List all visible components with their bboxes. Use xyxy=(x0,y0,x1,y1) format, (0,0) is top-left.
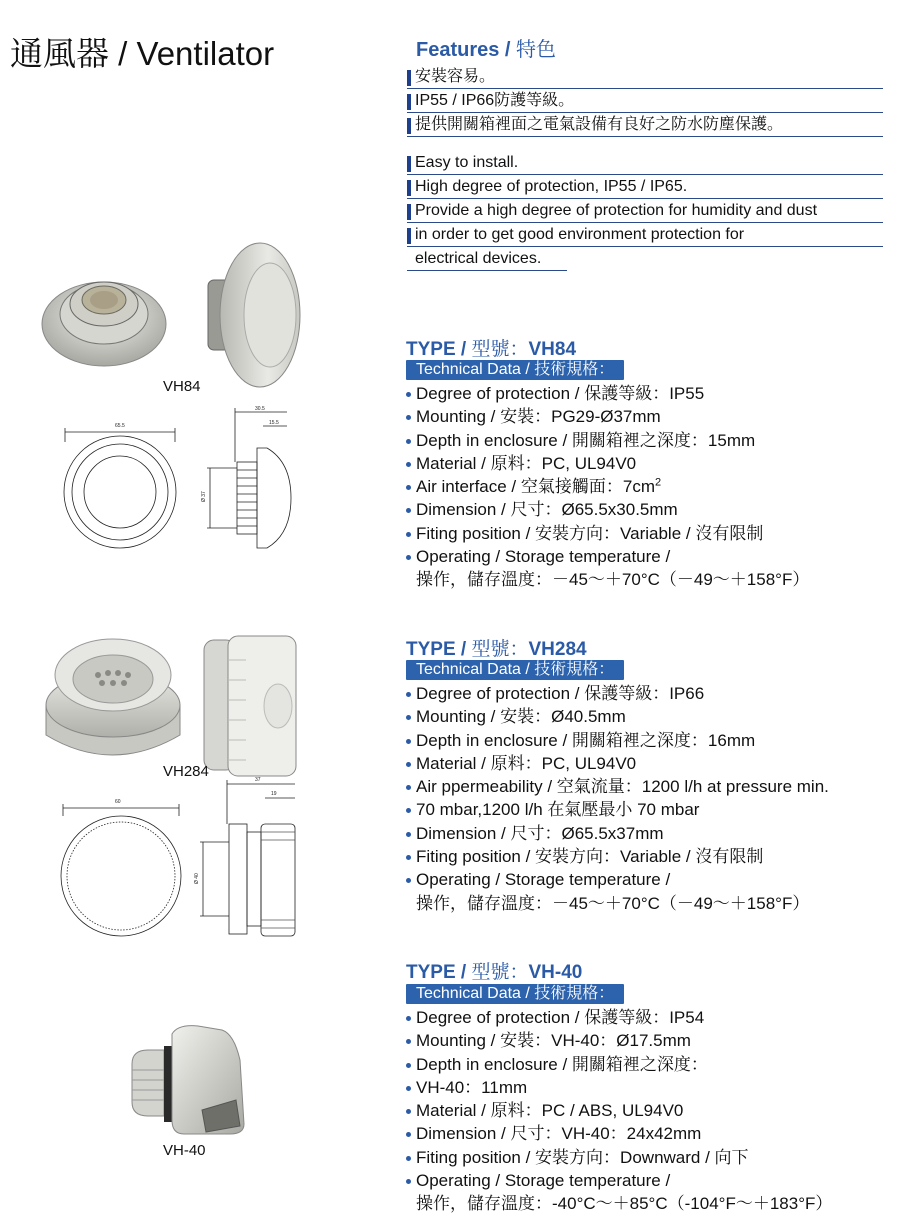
spec-item: Mounting / 安裝：Ø40.5mm xyxy=(406,705,906,728)
features-title-cjk: 特色 xyxy=(516,39,557,61)
feature-line: 提供開關箱裡面之電氣設備有良好之防水防塵保護。 xyxy=(407,114,883,137)
dim-depth: 37 xyxy=(255,777,261,783)
type-cjk: 型號： xyxy=(471,339,529,360)
vh84-photo-side xyxy=(198,240,308,390)
features-list-en xyxy=(407,152,883,272)
spec-item: Material / 原料：PC / ABS, UL94V0 xyxy=(406,1099,906,1122)
type-cjk: 型號： xyxy=(471,962,529,983)
spec-item: Dimension / 尺寸：Ø65.5x30.5mm xyxy=(406,498,906,521)
feature-line: IP55 / IP66防護等級。 xyxy=(407,90,883,113)
spec-item: Degree of protection / 保護等級：IP55 xyxy=(406,382,906,405)
spec-list-vh84 xyxy=(406,382,906,592)
spec-item: Degree of protection / 保護等級：IP54 xyxy=(406,1006,906,1029)
spec-item: Degree of protection / 保護等級：IP66 xyxy=(406,682,906,705)
dim-width: 60 xyxy=(115,799,121,805)
features-title xyxy=(416,33,556,62)
spec-item: Dimension / 尺寸：VH-40：24x42mm xyxy=(406,1122,906,1145)
vh84-photo-front xyxy=(38,262,188,382)
vh284-photo-side xyxy=(198,630,308,780)
spec-item: VH-40：11mm xyxy=(406,1076,906,1099)
features-title-en: Features / xyxy=(416,39,511,61)
dim-flange: 19 xyxy=(271,791,277,797)
spec-item: Fiting position / 安裝方向：Variable / 沒有限制 xyxy=(406,522,906,545)
dim-flange: 15.5 xyxy=(269,420,279,426)
image-label-vh284: VH284 xyxy=(163,763,209,780)
spec-item: Mounting / 安裝：VH-40：Ø17.5mm xyxy=(406,1029,906,1052)
dim-dia: Ø 40 xyxy=(194,873,200,884)
spec-item: 操作，儲存溫度：-40°C～＋85°C（-104°F～＋183°F） xyxy=(416,1194,833,1214)
tech-data-bar: Technical Data / 技術規格： xyxy=(406,984,624,1004)
image-label-vh40: VH-40 xyxy=(163,1142,206,1159)
spec-list-vh284 xyxy=(406,682,906,915)
page-title: 通風器 / Ventilator xyxy=(10,35,275,72)
dim-dia: Ø 37 xyxy=(201,491,207,502)
spec-text: Air interface / 空氣接觸面：7cm xyxy=(416,477,655,497)
feature-line: 安裝容易。 xyxy=(407,66,883,89)
type-prefix: TYPE / xyxy=(406,962,467,983)
feature-line: Provide a high degree of protection for humidity and dust xyxy=(407,200,883,223)
type-prefix: TYPE / xyxy=(406,639,467,660)
type-model: VH-40 xyxy=(528,962,583,983)
features-list-zh xyxy=(407,66,883,138)
feature-line: electrical devices. xyxy=(407,248,567,271)
feature-line: in order to get good environment protection for xyxy=(407,224,883,247)
spec-item: Depth in enclosure / 開關箱裡之深度：16mm xyxy=(406,729,906,752)
spec-item: 70 mbar,1200 l/h 在氣壓最小 70 mbar xyxy=(406,798,906,821)
vh84-technical-drawing xyxy=(55,402,315,552)
spec-item: 操作，儲存溫度：－45～＋70°C（－49～＋158°F） xyxy=(416,893,810,913)
tech-data-bar: Technical Data / 技術規格： xyxy=(406,360,624,380)
type-cjk: 型號： xyxy=(471,639,529,660)
type-heading-vh40 xyxy=(406,957,582,984)
spec-list-vh40 xyxy=(406,1006,906,1216)
spec-item: Fiting position / 安裝方向：Variable / 沒有限制 xyxy=(406,845,906,868)
tech-data-bar: Technical Data / 技術規格： xyxy=(406,660,624,680)
spec-item: Air ppermeability / 空氣流量：1200 l/h at pressure min. xyxy=(406,775,906,798)
type-prefix: TYPE / xyxy=(406,339,467,360)
spec-item: Operating / Storage temperature / xyxy=(406,1169,906,1192)
dim-depth: 30.5 xyxy=(255,406,265,412)
spec-item: Depth in enclosure / 開關箱裡之深度：15mm xyxy=(406,429,906,452)
type-heading-vh84 xyxy=(406,334,576,361)
spec-item: Material / 原料：PC, UL94V0 xyxy=(406,452,906,475)
spec-item: Mounting / 安裝：PG29-Ø37mm xyxy=(406,405,906,428)
spec-item: 操作，儲存溫度：－45～＋70°C（－49～＋158°F） xyxy=(416,570,810,590)
feature-line: High degree of protection, IP55 / IP65. xyxy=(407,176,883,199)
spec-item: Operating / Storage temperature / xyxy=(406,868,906,891)
type-model: VH84 xyxy=(528,339,577,360)
spec-item: Fiting position / 安裝方向：Downward / 向下 xyxy=(406,1146,906,1169)
vh284-technical-drawing xyxy=(55,776,315,946)
image-label-vh84: VH84 xyxy=(163,378,201,395)
spec-superscript: 2 xyxy=(655,476,662,489)
spec-item: Material / 原料：PC, UL94V0 xyxy=(406,752,906,775)
type-model: VH284 xyxy=(528,639,587,660)
type-heading-vh284 xyxy=(406,634,587,661)
spec-item: Operating / Storage temperature / xyxy=(406,545,906,568)
vh40-photo xyxy=(118,1020,258,1145)
spec-item: Dimension / 尺寸：Ø65.5x37mm xyxy=(406,822,906,845)
feature-line: Easy to install. xyxy=(407,152,883,175)
spec-item: Depth in enclosure / 開關箱裡之深度： xyxy=(406,1053,906,1076)
dim-width: 65.5 xyxy=(115,423,125,429)
spec-item xyxy=(406,475,906,498)
vh284-photo-front xyxy=(42,635,192,770)
